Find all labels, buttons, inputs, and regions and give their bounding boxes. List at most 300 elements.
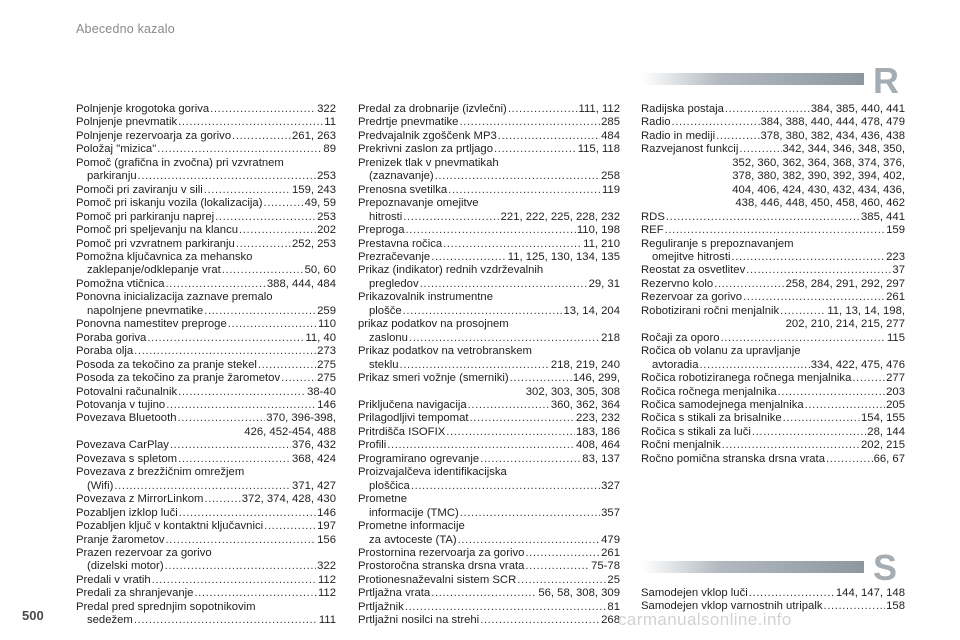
page-reference: 371, 427 — [292, 479, 336, 492]
page-reference: 49, 59 — [304, 197, 336, 210]
index-entry-line — [641, 426, 905, 439]
index-entry-line — [358, 170, 620, 183]
index-term: Ročica ročnega menjalnika — [641, 385, 777, 398]
page-reference: 115 — [886, 331, 905, 344]
index-term: Predali v vratih — [76, 573, 151, 586]
index-term: Pomožna ključavnica za mehansko — [76, 250, 253, 263]
index-entry-line — [358, 224, 620, 237]
page-reference: 11, 125, 130, 134, 135 — [507, 250, 620, 263]
index-entry-line — [358, 601, 620, 614]
index-entry-line — [76, 291, 336, 304]
index-term: Pritrdišča ISOFIX — [358, 425, 446, 438]
dot-leader — [448, 184, 601, 197]
dot-leader — [752, 426, 866, 439]
index-term: REF — [641, 224, 664, 237]
index-entry-line — [358, 560, 620, 573]
index-entry — [76, 439, 336, 452]
index-entry — [641, 305, 905, 332]
page-reference: 66, 67 — [873, 452, 905, 465]
index-entry — [358, 439, 620, 452]
index-term: Rezervoar za gorivo — [641, 291, 743, 304]
dot-leader — [826, 453, 873, 466]
index-entry — [76, 520, 336, 533]
dot-leader — [215, 211, 316, 224]
index-entry — [76, 211, 336, 224]
index-entry — [358, 116, 620, 129]
index-entry-line — [641, 184, 905, 197]
index-entry — [358, 601, 620, 614]
index-term: Pomoč (grafična in zvočna) pri vzvratnem — [76, 156, 284, 169]
index-entry — [641, 386, 905, 399]
index-entry-line — [641, 197, 905, 210]
index-entry-line — [76, 466, 336, 479]
dot-leader — [431, 251, 507, 264]
dot-leader — [508, 103, 578, 116]
index-entry-line — [76, 143, 336, 156]
index-term: Pozabljen ključ v kontaktni ključavnici — [76, 520, 264, 533]
page-reference: 426, 452-454, 488 — [244, 425, 336, 438]
index-entry-line — [358, 520, 620, 533]
page-reference: 327 — [601, 479, 620, 492]
dot-leader — [134, 614, 318, 627]
index-entry-line — [76, 507, 336, 520]
index-entry-line — [641, 305, 905, 318]
page-reference: 352, 360, 362, 364, 368, 374, 376, — [732, 156, 905, 169]
index-entry-line — [358, 291, 620, 304]
index-entry-line — [76, 372, 336, 385]
index-entry-line — [76, 170, 336, 183]
dot-leader — [178, 412, 266, 425]
index-term: Profili — [358, 439, 387, 452]
dot-leader — [780, 305, 826, 318]
index-term: Povezava CarPlay — [76, 439, 169, 452]
index-entry-line — [358, 412, 620, 425]
page-reference: 202 — [317, 224, 336, 237]
index-entry-line — [76, 480, 336, 493]
index-entry — [76, 345, 336, 358]
index-term: Radio — [641, 116, 671, 129]
index-entry — [641, 412, 905, 425]
index-entry-line — [641, 386, 905, 399]
dot-leader — [716, 130, 759, 143]
index-entry — [358, 318, 620, 345]
index-term: Proizvajalčeva identifikacijska — [358, 466, 507, 479]
index-entry-line — [358, 278, 620, 291]
page-reference: 38-40 — [307, 385, 336, 398]
page-reference: 112 — [317, 587, 336, 600]
index-entry-line — [358, 359, 620, 372]
index-entry — [76, 291, 336, 318]
page-reference: 111, 112 — [578, 103, 620, 115]
index-entry-line — [358, 305, 620, 318]
index-term: omejitve hitrosti — [652, 250, 731, 263]
index-term: Povezava z brezžičnim omrežjem — [76, 466, 245, 479]
page-reference: 368, 424 — [292, 452, 336, 465]
index-term: Ročni menjalnik — [641, 439, 721, 452]
index-entry-line — [358, 143, 620, 156]
index-entry — [641, 264, 905, 277]
index-term: hitrosti — [369, 210, 403, 223]
dot-leader — [805, 399, 885, 412]
page-reference: 197 — [317, 520, 336, 533]
page-reference: 253 — [317, 210, 336, 223]
index-entry-line — [641, 412, 905, 425]
index-entry — [76, 412, 336, 439]
dot-leader — [400, 359, 550, 372]
page-reference: 221, 222, 225, 228, 232 — [500, 210, 620, 223]
page-reference: 158 — [886, 600, 905, 613]
index-entry — [358, 453, 620, 466]
page-reference: 258 — [601, 170, 620, 183]
dot-leader — [170, 439, 291, 452]
index-term: Prilagodljivi tempomat — [358, 412, 469, 425]
index-term: Potovanja v tujino — [76, 398, 166, 411]
page-reference: 285 — [601, 116, 620, 129]
index-term: Pranje žarometov — [76, 533, 165, 546]
page-reference: 28, 144 — [867, 425, 905, 438]
index-entry-line — [641, 453, 905, 466]
index-entry — [76, 251, 336, 278]
index-entry-line — [358, 116, 620, 129]
index-entry-line — [358, 399, 620, 412]
index-term: RDS — [641, 210, 665, 223]
dot-leader — [431, 587, 537, 600]
index-term: parkiranju — [87, 170, 137, 183]
index-term: Ponovna namestitev preproge — [76, 318, 227, 331]
index-entry — [76, 116, 336, 129]
dot-leader — [166, 399, 316, 412]
index-term: Priključena navigacija — [358, 398, 467, 411]
index-term: avtoradia — [652, 358, 699, 371]
dot-leader — [178, 386, 306, 399]
index-entry-line — [76, 426, 336, 439]
index-entry-line — [76, 534, 336, 547]
dot-leader — [460, 507, 600, 520]
index-term: Prenizek tlak v pnevmatikah — [358, 156, 499, 169]
page-reference: 159 — [886, 224, 905, 237]
index-term: Ročaji za oporo — [641, 331, 720, 344]
index-entry-line — [641, 372, 905, 385]
index-entry — [358, 372, 620, 399]
index-term: Reostat za osvetlitev — [641, 264, 746, 277]
page-reference: 11, 13, 14, 198, — [827, 304, 905, 317]
index-term: Polnjenje krogotoka goriva — [76, 103, 210, 115]
index-entry-line — [76, 560, 336, 573]
index-entry-line — [641, 238, 905, 251]
dot-leader — [165, 560, 317, 573]
index-entry-line — [358, 587, 620, 600]
index-entry-line — [76, 278, 336, 291]
dot-leader — [405, 224, 575, 237]
index-term: Prtljažna vrata — [358, 587, 431, 600]
page-reference: 119 — [601, 183, 620, 196]
index-entry — [641, 211, 905, 224]
index-entry — [76, 238, 336, 251]
index-entry-line — [641, 278, 905, 291]
index-entry — [76, 386, 336, 399]
dot-leader — [468, 399, 550, 412]
index-term: Prikazovalnik instrumentne — [358, 291, 493, 304]
page-reference: 378, 380, 382, 390, 392, 394, 402, — [732, 170, 905, 183]
index-term: plošče — [369, 304, 402, 317]
index-term: Predal za drobnarije (izvlečni) — [358, 103, 507, 115]
index-entry — [358, 224, 620, 237]
index-entry — [641, 278, 905, 291]
index-entry-line — [358, 507, 620, 520]
index-term: Predali za shranjevanje — [76, 587, 194, 600]
index-term: ploščica — [369, 479, 410, 492]
index-term: Samodejen vklop varnostnih utripalk — [641, 600, 823, 613]
page-reference: 404, 406, 424, 430, 432, 434, 436, — [732, 183, 905, 196]
index-entry-line — [358, 197, 620, 210]
index-entry — [641, 426, 905, 439]
page-reference: 115, 118 — [577, 143, 620, 156]
index-term: Položaj "mizica" — [76, 143, 157, 156]
index-term: Prepoznavanje omejitve — [358, 197, 479, 210]
index-term: pregledov — [369, 277, 419, 290]
dot-leader — [258, 359, 316, 372]
index-entry — [641, 587, 905, 600]
dot-leader — [470, 412, 576, 425]
index-term: Robotizirani ročni menjalnik — [641, 304, 780, 317]
index-entry-line — [76, 103, 336, 116]
page-reference: 438, 446, 448, 450, 458, 460, 462 — [735, 197, 905, 210]
page-reference: 273 — [317, 345, 336, 358]
index-entry-line — [641, 332, 905, 345]
page-reference: 11, 210 — [583, 237, 620, 250]
index-entry-line — [358, 466, 620, 479]
index-term: Prikaz (indikator) rednih vzdrževalnih — [358, 264, 544, 277]
index-entry — [358, 291, 620, 318]
index-entry-line — [76, 587, 336, 600]
index-entry — [76, 224, 336, 237]
page-reference: 146 — [317, 506, 336, 519]
page-reference: 89 — [323, 143, 336, 156]
page-reference: 111 — [318, 614, 336, 627]
page-reference: 37 — [892, 264, 905, 277]
index-entry-line — [76, 614, 336, 627]
page-reference: 261 — [601, 546, 620, 559]
dot-leader — [387, 439, 575, 452]
index-term: Pomoči pri zaviranju v sili — [76, 183, 203, 196]
index-entry — [358, 345, 620, 372]
index-entry-line — [358, 318, 620, 331]
index-term: Prikaz smeri vožnje (smerniki) — [358, 372, 509, 385]
index-entry-line — [641, 399, 905, 412]
index-entry — [76, 507, 336, 520]
page-reference: 277 — [886, 372, 905, 385]
index-entry-line — [358, 547, 620, 560]
index-entry-line — [76, 601, 336, 614]
index-term: Prostornina rezervoarja za gorivo — [358, 546, 525, 559]
index-entry-line — [76, 238, 336, 251]
dot-leader — [152, 574, 317, 587]
index-entry-line — [76, 251, 336, 264]
index-term: zaslonu — [369, 331, 408, 344]
letter-s-heading: S — [873, 547, 898, 588]
index-entry-line — [641, 264, 905, 277]
index-entry-line — [358, 480, 620, 493]
dot-leader — [239, 224, 316, 237]
index-entry-line — [641, 224, 905, 237]
page-reference: 268 — [601, 614, 620, 627]
index-entry-line — [76, 157, 336, 170]
index-entry — [76, 184, 336, 197]
index-entry — [358, 547, 620, 560]
index-entry — [358, 399, 620, 412]
page-reference: 75-78 — [591, 560, 620, 573]
dot-leader — [411, 480, 600, 493]
index-entry — [641, 332, 905, 345]
dot-leader — [263, 197, 303, 210]
index-entry — [641, 130, 905, 143]
index-entry — [76, 278, 336, 291]
dot-leader — [157, 143, 322, 156]
dot-leader — [228, 318, 317, 331]
dot-leader — [403, 211, 499, 224]
index-entry — [358, 197, 620, 224]
dot-leader — [731, 251, 885, 264]
index-entry-line — [641, 345, 905, 358]
page-reference: 223 — [886, 250, 905, 263]
index-term: Povezava z MirrorLinkom — [76, 493, 204, 506]
index-entry-line — [76, 318, 336, 331]
page-reference: 50, 60 — [304, 264, 336, 277]
dot-leader — [446, 426, 575, 439]
index-term: (zaznavanje) — [369, 170, 434, 183]
page-reference: 322 — [317, 560, 336, 573]
dot-leader — [783, 412, 860, 425]
page-reference: 388, 444, 484 — [266, 277, 336, 290]
index-term: Prenosna svetilka — [358, 183, 448, 196]
dot-leader — [204, 184, 291, 197]
page-reference: 202, 210, 214, 215, 277 — [785, 318, 905, 331]
index-entry — [358, 574, 620, 587]
dot-leader — [204, 493, 240, 506]
dot-leader — [403, 305, 563, 318]
index-entry — [76, 332, 336, 345]
index-entry — [358, 103, 620, 116]
index-entry — [641, 103, 905, 116]
page-reference: 342, 344, 346, 348, 350, — [782, 143, 905, 156]
index-entry-line — [76, 332, 336, 345]
page-reference: 261 — [886, 291, 905, 304]
index-term: zaklepanje/odklepanje vrat — [87, 264, 221, 277]
index-entry — [358, 238, 620, 251]
index-entry — [358, 157, 620, 184]
index-entry-line — [641, 103, 905, 116]
dot-leader — [480, 614, 600, 627]
dot-leader — [420, 278, 588, 291]
index-entry — [76, 318, 336, 331]
index-entry-line — [641, 211, 905, 224]
index-entry — [641, 372, 905, 385]
dot-leader — [166, 534, 317, 547]
index-entry-line — [358, 184, 620, 197]
index-entry — [76, 130, 336, 143]
page-reference: 370, 396-398, — [266, 412, 336, 425]
dot-leader — [222, 264, 304, 277]
page-reference: 223, 232 — [576, 412, 620, 425]
page-reference: 183, 186 — [576, 425, 620, 438]
index-entry — [76, 534, 336, 547]
index-entry — [76, 399, 336, 412]
index-term: Prtljažnik — [358, 600, 404, 613]
index-entry — [358, 493, 620, 520]
index-entry — [358, 587, 620, 600]
index-term: Reguliranje s prepoznavanjem — [641, 237, 794, 250]
index-entry — [358, 412, 620, 425]
index-entry-line — [358, 534, 620, 547]
index-term: Posoda za tekočino za pranje stekel — [76, 358, 257, 371]
page-reference: 156 — [317, 533, 336, 546]
index-term: Rezervno kolo — [641, 277, 714, 290]
index-entry-line — [358, 332, 620, 345]
index-term: Prezračevanje — [358, 250, 431, 263]
index-entry — [358, 520, 620, 547]
index-entry-line — [76, 412, 336, 425]
page-reference: 378, 380, 382, 434, 436, 438 — [760, 129, 905, 142]
dot-leader — [264, 520, 316, 533]
index-term: Prtljažni nosilci na strehi — [358, 614, 480, 627]
dot-leader — [236, 238, 291, 251]
index-entry-line — [641, 157, 905, 170]
index-entry-line — [76, 130, 336, 143]
index-term: Ročica samodejnega menjalnika — [641, 398, 804, 411]
dot-leader — [699, 359, 809, 372]
index-entry — [76, 601, 336, 628]
index-term: Pomoč pri vzvratnem parkiranju — [76, 237, 235, 250]
page-reference: 372, 374, 428, 430 — [241, 493, 336, 506]
index-entry — [641, 453, 905, 466]
page-reference: 202, 215 — [861, 439, 905, 452]
page-reference: 159, 243 — [292, 183, 336, 196]
dot-leader — [134, 345, 316, 358]
index-entry — [76, 587, 336, 600]
dot-leader — [179, 507, 316, 520]
index-entry-line — [358, 238, 620, 251]
index-term: napolnjene pnevmatike — [87, 304, 204, 317]
index-entry-line — [76, 493, 336, 506]
index-entry — [76, 197, 336, 210]
index-term: Ročica s stikali za brisalnike — [641, 412, 782, 425]
dot-leader — [666, 211, 860, 224]
index-entry-line — [358, 493, 620, 506]
page-number: 500 — [22, 608, 44, 623]
dot-leader — [178, 116, 323, 129]
index-term: Polnjenje pnevmatik — [76, 116, 178, 129]
index-entry — [641, 143, 905, 210]
index-term: steklu — [369, 358, 399, 371]
dot-leader — [746, 264, 891, 277]
index-term: Povezava Bluetooth — [76, 412, 177, 425]
dot-leader — [204, 305, 316, 318]
index-entry-line — [76, 520, 336, 533]
page-reference: 252, 253 — [292, 237, 336, 250]
dot-leader — [672, 116, 760, 129]
letter-r-heading: R — [873, 60, 899, 101]
index-entry-line — [76, 359, 336, 372]
page-reference: 322 — [317, 103, 336, 115]
dot-leader — [743, 291, 885, 304]
index-entry-line — [358, 614, 620, 627]
index-entry — [358, 251, 620, 264]
index-term: Prestavna ročica — [358, 237, 443, 250]
index-term: Ročica s stikali za luči — [641, 425, 751, 438]
page-reference: 408, 464 — [576, 439, 620, 452]
dot-leader — [114, 480, 291, 493]
page-reference: 376, 432 — [292, 439, 336, 452]
